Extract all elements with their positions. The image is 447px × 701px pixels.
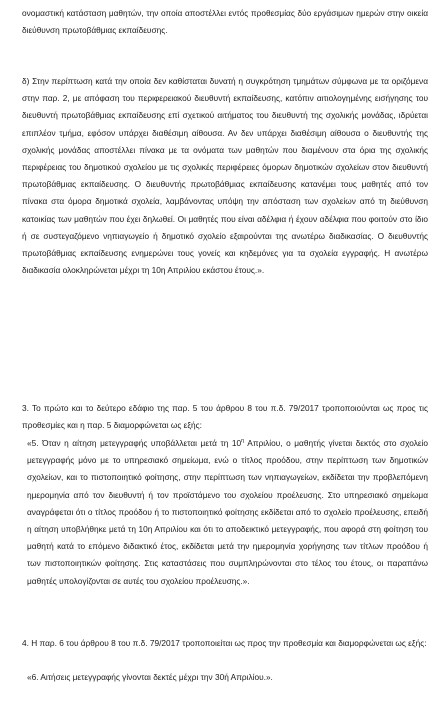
paragraph-4-quote	[27, 435, 428, 590]
superscript-marker: η	[241, 438, 245, 445]
paragraph-1: ονομαστική κατάσταση μαθητών, την οποία αποστέλλει εντός προθεσμίας δύο εργάσιμων ημερών στην οικεία διεύθυνση πρωτοβάθμιας εκπαίδευσης.	[22, 8, 428, 36]
paragraph-3: 3. Το πρώτο και το δεύτερο εδάφιο της παρ. 5 του άρθρου 8 του π.δ. 79/2017 τροποποιούνται ως προς τις προθεσμίες και η παρ. 5 διαμορφώνεται ως εξής:	[22, 403, 428, 431]
paragraph-4-text-start: «5. Όταν η αίτηση μετεγγραφής υποβάλλεται μετά τη 10	[27, 438, 242, 448]
paragraph-6-quote: «6. Αιτήσεις μετεγγραφής γίνονται δεκτές μέχρι την 30ή Απριλίου.».	[27, 672, 273, 682]
paragraph-5: 4. Η παρ. 6 του άρθρου 8 του π.δ. 79/2017 τροποποιείται ως προς την προθεσμία και διαμορφώνεται ως εξής:	[22, 638, 427, 648]
paragraph-2: δ) Στην περίπτωση κατά την οποία δεν καθίσταται δυνατή η συγκρότηση τμημάτων σύμφωνα με τα οριζόμενα στην παρ. 2, με απόφαση του περιφερειακού διευθυντή εκπαίδευσης, κατόπιν αιτιολογημένης εισήγησης του διευθυντή πρωτοβάθμιας εκπαίδευσης επί σχετικού αιτήματος του διευθυντή της σχολικής μονάδας, ιδρύεται επιπλέον τμήμα, εφόσον υπάρχει διαθέσιμη αίθουσα. Αν δεν υπάρχει διαθέσιμη αίθουσα ο διευθυντής της σχολικής μονάδας αποστέλλει πίνακα με τα ονόματα των μαθητών που διαμένουν στα όρια της σχολικής περιφέρειας του δημοτικού σχολείου με τις σχολικές περιφέρειες όμορων δημοτικών σχολείων στον διευθυντή πρωτοβάθμιας εκπαίδευσης. Ο διευθυντής πρωτοβάθμιας εκπαίδευσης κατανέμει τους μαθητές από τον πίνακα στα όμορα δημοτικά σχολεία, λαμβάνοντας υπόψη την απόσταση των σχολείων από τη διεύθυνση κατοικίας των μαθητών που έχει δηλωθεί. Οι μαθητές που είναι αδέλφια ή έχουν αδέλφια που φοιτούν στο ίδιο ή σε συστεγαζόμενο νηπιαγωγείο ή δημοτικό σχολείο εξαιρούνται της ανωτέρω διαδικασίας. Ο διευθυντής πρωτοβάθμιας εκπαίδευσης ενημερώνει τους γονείς και κηδεμόνες για τα σχολεία εγγραφής. Η ανωτέρω διαδικασία ολοκληρώνεται μέχρι τη 10η Απριλίου εκάστου έτους.».	[22, 76, 428, 276]
paragraph-4-text-end: Απριλίου, ο μαθητής γίνεται δεκτός στο σχολείο μετεγγραφής μόνο με το υπηρεσιακό σημείωμα, ενώ ο τίτλος προόδου, στην περίπτωση των δημοτικών σχολείων, και το πιστοποιητικό φοίτησης, στην περίπτωση των νηπιαγωγείων, εκδίδεται την προβλεπόμενη ημερομηνία από τον διευθυντή ή τον προϊστάμενο του σχολείου προέλευσης. Στο υπηρεσιακό σημείωμα αναγράφεται ότι ο τίτλος προόδου ή το πιστοποιητικό φοίτησης εκδίδεται από το σχολείο προέλευσης, επειδή η αίτηση υποβλήθηκε μετά τη 10η Απριλίου και ότι το αποδεικτικό μετεγγραφής, που αφορά στη φοίτηση του μαθητή κατά το επόμενο διδακτικό έτος, εκδίδεται μετά την ημερομηνία χορήγησης των τίτλων προόδου ή των πιστοποιητικών φοίτησης. Στις καταστάσεις που συμπληρώνονται στο τέλος του έτους, οι παραπάνω μαθητές υπολογίζονται σε αυτές του σχολείου προέλευσης.».	[27, 438, 429, 586]
